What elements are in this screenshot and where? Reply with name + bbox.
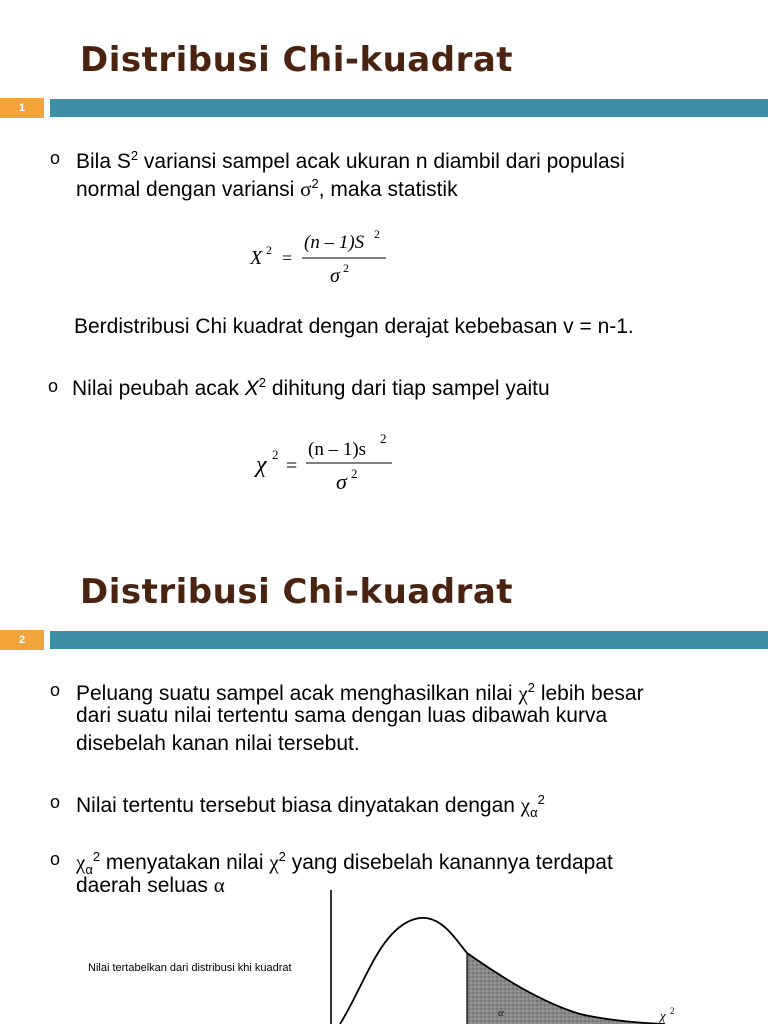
bullet-1-line-2: dari suatu nilai tertentu sama dengan luas dibawah kurva xyxy=(76,704,608,727)
superscript: 2 xyxy=(278,849,286,864)
bullet-marker: o xyxy=(50,148,61,168)
slide-title: Distribusi Chi-kuadrat xyxy=(80,40,514,80)
text-fragment: Bila S xyxy=(76,150,131,173)
text-fragment: normal dengan variansi xyxy=(76,178,301,201)
formula-lhs: X xyxy=(250,247,263,269)
formula-equals: = xyxy=(286,455,298,477)
text-fragment: Peluang suatu sampel acak menghasilkan nilai xyxy=(76,682,519,705)
subscript-alpha: α xyxy=(85,862,93,878)
sigma-symbol: σ xyxy=(300,177,312,201)
subscript-alpha: α xyxy=(530,805,538,821)
superscript: 2 xyxy=(258,375,267,390)
formula-denominator: σ xyxy=(336,469,347,494)
slide-2 xyxy=(0,512,768,1024)
slide-number-badge: 2 xyxy=(0,630,44,650)
formula-equals: = xyxy=(282,248,293,268)
figure-caption: Nilai tertabelkan dari distribusi khi kuadrat xyxy=(88,962,292,974)
x-axis-label-sup: 2 xyxy=(670,1006,675,1016)
formula-chi-square-statistic xyxy=(240,222,400,292)
text-fragment: variansi sampel acak ukuran n diambil dari populasi xyxy=(138,150,625,173)
text-fragment: daerah seluas xyxy=(76,874,214,897)
bullet-marker: o xyxy=(48,376,59,396)
bullet-marker: o xyxy=(50,680,61,700)
shaded-tail-area xyxy=(467,953,665,1024)
superscript: 2 xyxy=(92,849,101,864)
formula-lhs-sup: 2 xyxy=(272,447,279,462)
superscript: 2 xyxy=(537,792,545,807)
variable-x: X xyxy=(244,377,259,400)
bullet-1-line-3: disebelah kanan nilai tersebut. xyxy=(76,732,360,755)
chi-symbol: χ xyxy=(518,681,528,705)
formula-numerator: (n – 1)s xyxy=(308,439,367,460)
bullet-marker: o xyxy=(50,849,61,869)
bullet-marker: o xyxy=(50,792,61,812)
text-fragment: Nilai tertentu tersebut biasa dinyatakan dengan xyxy=(76,794,521,817)
formula-numerator-sup: 2 xyxy=(374,227,380,241)
text-fragment: lebih besar xyxy=(535,682,644,705)
slide-title: Distribusi Chi-kuadrat xyxy=(80,572,514,612)
formula-denominator: σ xyxy=(330,265,340,287)
chi-symbol: χ xyxy=(520,793,531,817)
slide-number-badge: 1 xyxy=(0,98,44,118)
distribution-statement: Berdistribusi Chi kuadrat dengan derajat kebebasan v = n-1. xyxy=(74,315,634,338)
formula-numerator-sup: 2 xyxy=(380,431,387,446)
x-axis-label: χ xyxy=(660,1008,666,1023)
formula-numerator: (n – 1)S xyxy=(304,232,365,253)
superscript: 2 xyxy=(311,176,319,191)
text-fragment: yang disebelah kanannya terdapat xyxy=(285,851,613,874)
bullet-1-line-2 xyxy=(76,170,458,204)
formula-denominator-sup: 2 xyxy=(343,261,349,275)
bullet-2 xyxy=(76,786,545,827)
title-divider-bar xyxy=(50,99,768,117)
bullet-2 xyxy=(72,369,550,403)
chi-square-density-figure xyxy=(320,884,700,1024)
formula-denominator-sup: 2 xyxy=(351,466,358,481)
alpha-symbol: α xyxy=(213,873,225,897)
bullet-3-line-2 xyxy=(76,871,225,900)
title-divider-bar xyxy=(50,631,768,649)
formula-lhs: χ xyxy=(256,452,267,478)
area-alpha-label: α xyxy=(498,1007,504,1019)
chi-symbol: χ xyxy=(76,850,86,874)
formula-chi-square-sample xyxy=(250,425,410,500)
chi-symbol: χ xyxy=(269,850,279,874)
formula-lhs-sup: 2 xyxy=(266,243,272,257)
text-fragment: Nilai peubah acak xyxy=(72,377,245,400)
text-fragment: dihitung dari tiap sampel yaitu xyxy=(266,377,550,400)
superscript: 2 xyxy=(130,148,139,163)
text-fragment: menyatakan nilai xyxy=(100,851,270,874)
text-fragment: , maka statistik xyxy=(318,178,458,201)
superscript: 2 xyxy=(527,680,535,695)
